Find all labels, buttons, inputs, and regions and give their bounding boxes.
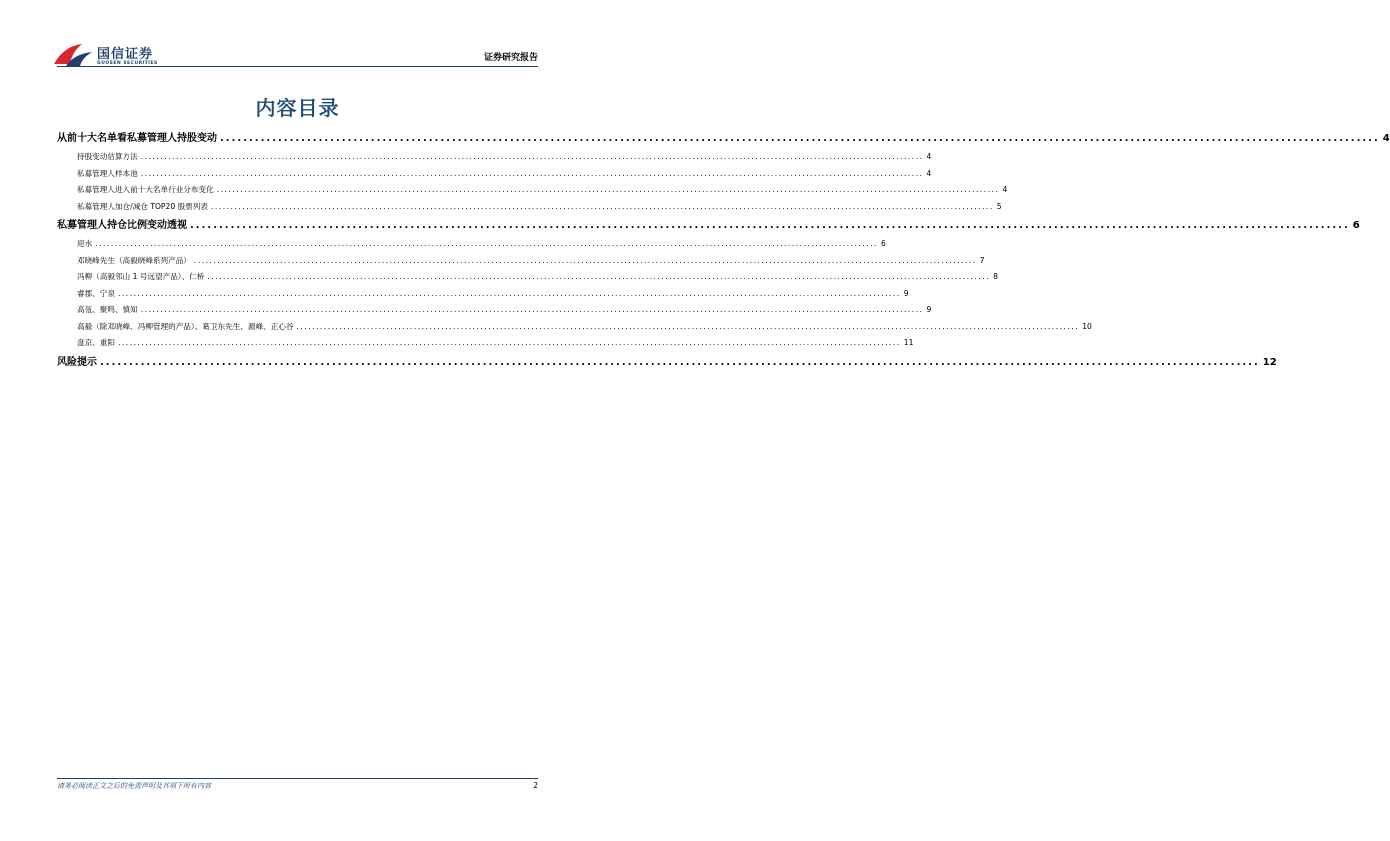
toc-entry-page: 4 — [926, 152, 932, 161]
toc-entry-page: 4 — [1002, 185, 1008, 194]
toc-entry-text: 睿郡、宁泉 — [77, 288, 115, 298]
toc-entry-page: 6 — [880, 239, 886, 248]
toc-entry-text: 邓晓峰先生（高毅晓峰系列产品） — [77, 255, 191, 265]
toc-entry[interactable] — [57, 352, 1277, 373]
toc-entry-page: 9 — [926, 305, 932, 314]
header-divider — [57, 66, 538, 67]
toc-leader-dots: ........................................................................................................................................................................................................ — [190, 220, 1350, 231]
toc-leader-dots: ........................................................................................................................................................................................................ — [207, 272, 991, 281]
toc-leader-dots: ........................................................................................................................................................................................................ — [100, 356, 1260, 368]
toc-leader-dots: ........................................................................................................................................................................................................ — [117, 338, 901, 347]
toc-entry-page: 10 — [1082, 321, 1092, 331]
toc-leader-dots: ........................................................................................................................................................................................................ — [95, 239, 878, 248]
logo-chinese-name: 国信证券 — [97, 47, 154, 62]
toc-entry-text: 冯柳（高毅邻山 1 号远望产品）、仁桥 — [77, 272, 205, 281]
toc-leader-dots: ........................................................................................................................................................................................................ — [117, 288, 901, 298]
report-type-label: 证券研究报告 — [483, 53, 538, 63]
toc-entry[interactable] — [57, 166, 932, 183]
page-header — [0, 0, 595, 70]
toc-leader-dots: ........................................................................................................................................................................................................ — [140, 305, 924, 314]
toc-entry-page: 12 — [1262, 356, 1277, 368]
toc-leader-dots: ........................................................................................................................................................................................................ — [210, 201, 994, 211]
toc-entry[interactable] — [57, 128, 1390, 149]
toc-entry[interactable] — [57, 236, 886, 253]
footer-divider — [57, 778, 538, 779]
toc-entry-text: 私募管理人持仓比例变动透视 — [57, 220, 187, 231]
toc-entry[interactable] — [57, 319, 1092, 336]
toc-entry[interactable] — [57, 182, 1008, 199]
toc-entry-text: 私募管理人加仓/减仓 TOP20 股票列表 — [77, 201, 208, 211]
toc-entry-page: 11 — [903, 338, 914, 347]
toc-entry-page: 5 — [996, 201, 1002, 211]
logo-english-name: GUOSEN SECURITIES — [97, 61, 158, 66]
toc-leader-dots: ........................................................................................................................................................................................................ — [140, 152, 924, 161]
toc-entry-text: 风险提示 — [57, 356, 97, 368]
footer-disclaimer: 请务必阅读正文之后的免责声明及其项下所有内容 — [57, 782, 211, 790]
toc-entry-text: 私募管理人进入前十大名单行业分布变化 — [77, 185, 214, 194]
table-of-contents — [57, 128, 1390, 373]
toc-entry[interactable] — [57, 335, 914, 352]
toc-entry[interactable] — [57, 286, 909, 303]
toc-entry-text: 私募管理人样本池 — [77, 168, 138, 178]
toc-entry-text: 持股变动估算方法 — [77, 152, 138, 161]
toc-leader-dots: ........................................................................................................................................................................................................ — [193, 255, 977, 265]
toc-entry-page: 8 — [993, 272, 998, 281]
toc-entry-text: 盘京、重阳 — [77, 338, 115, 347]
toc-entry-text: 高瓴、聚鸣、慎知 — [77, 305, 138, 314]
toc-entry-text: 迎水 — [77, 239, 93, 248]
toc-leader-dots: ........................................................................................................................................................................................................ — [216, 185, 1000, 194]
toc-leader-dots: ........................................................................................................................................................................................................ — [140, 168, 924, 178]
toc-entry-page: 4 — [926, 168, 932, 178]
toc-entry[interactable] — [57, 215, 1360, 236]
toc-entry[interactable] — [57, 253, 985, 270]
toc-entry[interactable] — [57, 199, 1002, 216]
page-number: 2 — [533, 781, 538, 790]
toc-entry[interactable] — [57, 149, 932, 166]
toc-entry-page: 7 — [979, 255, 985, 265]
guosen-logo — [52, 40, 167, 72]
toc-title: 内容目录 — [255, 96, 340, 120]
toc-entry[interactable] — [57, 302, 932, 319]
toc-entry-text: 从前十大名单看私募管理人持股变动 — [57, 133, 217, 144]
toc-leader-dots: ........................................................................................................................................................................................................ — [296, 321, 1080, 331]
toc-entry-page: 9 — [903, 288, 909, 298]
toc-entry[interactable] — [57, 269, 998, 286]
toc-entry-page: 6 — [1352, 220, 1360, 231]
toc-entry-page: 4 — [1382, 133, 1390, 144]
toc-leader-dots: ........................................................................................................................................................................................................ — [220, 133, 1380, 144]
toc-entry-text: 高毅（除邓晓峰、冯柳管理的产品）、葛卫东先生、源峰、正心谷 — [77, 321, 294, 331]
